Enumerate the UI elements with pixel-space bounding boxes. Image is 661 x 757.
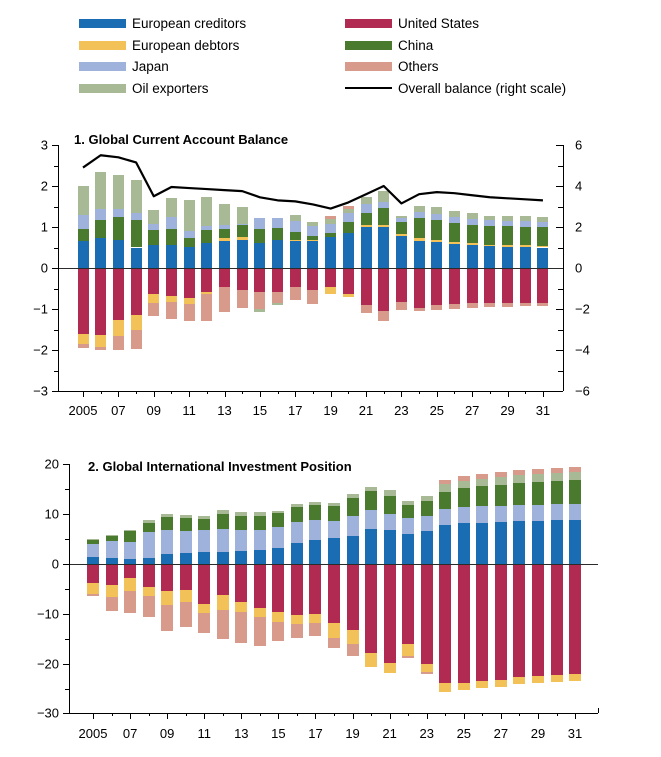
bar-segment-european-debtors — [384, 663, 396, 673]
bar-segment-united-states — [328, 565, 340, 623]
bar-segment-oil-exporters — [328, 503, 340, 506]
y-axis-label: −2 — [33, 342, 48, 358]
x-axis-label: 23 — [419, 726, 434, 741]
bar-segment-oil-exporters — [365, 487, 377, 491]
right-axis-label: 6 — [575, 137, 583, 153]
x-axis-label: 13 — [217, 403, 232, 418]
bar-segment-european-debtors — [532, 676, 544, 683]
bar-segment-others — [458, 476, 470, 481]
bar-segment-united-states — [87, 565, 99, 583]
x-axis-major-tick — [315, 713, 316, 719]
bar-segment-china — [87, 540, 99, 544]
bar-segment-european-creditors — [551, 520, 563, 564]
bar-segment-others — [161, 605, 173, 631]
bar-segment-united-states — [161, 565, 173, 591]
bar-segment-european-debtors — [365, 653, 377, 667]
x-axis-label: 19 — [323, 403, 338, 418]
x-axis-major-tick — [390, 713, 391, 719]
right-axis-label: −2 — [575, 301, 590, 317]
bar-segment-oil-exporters — [124, 530, 136, 531]
bar-segment-china — [124, 531, 136, 541]
x-axis-label: 09 — [146, 403, 161, 418]
bar-segment-china — [495, 485, 507, 506]
bar-segment-oil-exporters — [217, 510, 229, 513]
bar-segment-others — [180, 602, 192, 627]
x-axis-label: 15 — [271, 726, 286, 741]
bar-segment-others — [439, 480, 451, 484]
bar-segment-china — [513, 483, 525, 505]
bar-segment-european-debtors — [254, 608, 266, 616]
x-axis-minor-tick — [334, 713, 335, 716]
right-axis-label: 4 — [575, 178, 583, 194]
bar-segment-japan — [347, 516, 359, 536]
bar-segment-oil-exporters — [551, 473, 563, 481]
bar-segment-european-debtors — [347, 630, 359, 644]
x-axis-major-tick — [204, 713, 205, 719]
bar-segment-china — [217, 514, 229, 529]
bar-segment-united-states — [217, 565, 229, 595]
bar-segment-oil-exporters — [476, 479, 488, 486]
bar-segment-european-debtors — [180, 590, 192, 602]
bar-segment-european-creditors — [217, 552, 229, 564]
bar-segment-china — [384, 496, 396, 514]
bar-segment-european-creditors — [235, 551, 247, 564]
x-axis-major-tick — [501, 713, 502, 719]
x-axis-major-tick — [464, 713, 465, 719]
bar-segment-united-states — [124, 565, 136, 578]
bar-segment-others — [106, 597, 118, 611]
x-axis-minor-tick — [371, 713, 372, 716]
bar-segment-others — [421, 672, 433, 674]
bar-segment-japan — [106, 541, 118, 558]
bar-segment-european-creditors — [532, 521, 544, 564]
bar-segment-japan — [143, 532, 155, 557]
x-axis-major-tick — [241, 713, 242, 719]
x-axis-minor-tick — [297, 713, 298, 716]
legend-label: Overall balance (right scale) — [398, 80, 567, 96]
bar-segment-european-creditors — [458, 523, 470, 564]
bar-segment-united-states — [532, 565, 544, 676]
x-axis-label: 27 — [493, 726, 509, 741]
x-axis-minor-tick — [557, 713, 558, 716]
x-axis-label: 11 — [197, 726, 211, 741]
bar-segment-european-creditors — [180, 553, 192, 564]
bar-segment-united-states — [254, 565, 266, 608]
bar-segment-oil-exporters — [143, 520, 155, 522]
y-axis-minor-tick — [65, 689, 70, 690]
x-axis-minor-tick — [112, 713, 113, 716]
panel-title-current-account: 1. Global Current Account Balance — [74, 132, 289, 147]
bar-segment-united-states — [402, 565, 414, 644]
x-axis-minor-tick — [519, 713, 520, 716]
bar-segment-china — [198, 519, 210, 530]
bar-segment-european-debtors — [143, 587, 155, 596]
legend-label: Oil exporters — [132, 80, 209, 96]
bar-segment-european-debtors — [161, 591, 173, 604]
bar-segment-japan — [161, 530, 173, 554]
bar-segment-japan — [180, 531, 192, 553]
y-axis-label: 0 — [40, 260, 48, 276]
bar-segment-japan — [513, 505, 525, 521]
bar-segment-european-creditors — [513, 521, 525, 564]
right-axis-label: 0 — [575, 260, 583, 276]
bar-segment-united-states — [476, 565, 488, 681]
bar-segment-european-creditors — [309, 540, 321, 564]
y-axis-label: 3 — [40, 137, 48, 153]
bar-segment-united-states — [458, 565, 470, 683]
bar-segment-united-states — [421, 565, 433, 664]
bar-segment-european-debtors — [402, 644, 414, 655]
bar-segment-japan — [291, 522, 303, 543]
bar-segment-european-creditors — [439, 525, 451, 564]
bar-segment-japan — [532, 505, 544, 521]
bar-segment-china — [402, 505, 414, 518]
x-axis-label: 09 — [159, 726, 175, 741]
bar-segment-european-debtors — [124, 578, 136, 591]
bar-segment-european-creditors — [365, 529, 377, 564]
y-axis-major-tick — [63, 464, 70, 465]
x-axis-minor-tick — [408, 713, 409, 716]
x-axis-label: 29 — [530, 726, 546, 741]
bar-segment-european-creditors — [384, 530, 396, 564]
x-axis-label: 23 — [394, 403, 409, 418]
bar-segment-japan — [402, 518, 414, 533]
bar-segment-others — [347, 644, 359, 655]
bar-segment-japan — [198, 530, 210, 552]
y-axis-major-tick — [63, 564, 70, 565]
bar-segment-china — [106, 536, 118, 540]
bar-segment-oil-exporters — [532, 474, 544, 482]
x-axis-end-tick — [598, 708, 599, 713]
legend-label: United States — [398, 16, 480, 32]
bar-segment-united-states — [347, 565, 359, 630]
x-axis-label: 11 — [182, 403, 196, 418]
bar-segment-china — [347, 498, 359, 516]
bar-segment-oil-exporters — [569, 472, 581, 479]
bar-segment-european-creditors — [291, 543, 303, 564]
x-axis-label: 17 — [308, 726, 323, 741]
bar-segment-others — [328, 638, 340, 648]
bar-segment-japan — [217, 529, 229, 552]
bar-segment-european-creditors — [402, 534, 414, 564]
bar-segment-oil-exporters — [402, 501, 414, 505]
y-axis-minor-tick — [65, 589, 70, 590]
bar-segment-european-debtors — [198, 604, 210, 613]
bar-segment-others — [476, 474, 488, 479]
y-axis-major-tick — [63, 614, 70, 615]
y-axis-label: −30 — [36, 705, 59, 721]
bar-segment-united-states — [365, 565, 377, 653]
bar-segment-japan — [87, 544, 99, 557]
bar-segment-others — [513, 470, 525, 475]
bar-segment-china — [272, 513, 284, 527]
y-axis-label: −3 — [33, 383, 48, 399]
x-axis-minor-tick — [186, 713, 187, 716]
bar-segment-others — [291, 624, 303, 638]
x-axis-major-tick — [278, 713, 279, 719]
x-axis-label: 2005 — [78, 726, 108, 741]
bar-segment-european-debtors — [272, 612, 284, 622]
bar-segment-japan — [254, 530, 266, 549]
bar-segment-others — [495, 472, 507, 477]
bar-segment-oil-exporters — [458, 481, 470, 488]
x-axis-label: 31 — [535, 403, 551, 418]
bar-segment-european-debtors — [476, 681, 488, 687]
bar-segment-oil-exporters — [180, 515, 192, 518]
bar-segment-united-states — [198, 565, 210, 604]
bar-segment-japan — [328, 521, 340, 538]
bar-segment-japan — [551, 504, 563, 520]
legend-label: European creditors — [132, 16, 247, 32]
y-axis-minor-tick — [65, 639, 70, 640]
bar-segment-united-states — [439, 565, 451, 683]
legend-label: Others — [398, 59, 439, 75]
right-axis-label: 2 — [575, 219, 583, 235]
legend-label: China — [398, 37, 434, 53]
bar-segment-others — [532, 469, 544, 474]
bar-segment-european-debtors — [87, 583, 99, 594]
bar-segment-european-creditors — [272, 548, 284, 564]
bar-segment-japan — [495, 506, 507, 522]
bar-segment-european-creditors — [328, 538, 340, 564]
bar-segment-european-debtors — [569, 674, 581, 681]
bar-segment-oil-exporters — [291, 504, 303, 506]
y-axis-minor-tick — [65, 539, 70, 540]
bar-segment-european-creditors — [569, 520, 581, 564]
bar-segment-european-debtors — [495, 680, 507, 687]
bar-segment-european-creditors — [198, 552, 210, 564]
bar-segment-european-creditors — [421, 531, 433, 564]
bar-segment-japan — [235, 530, 247, 551]
y-axis-major-tick — [63, 713, 70, 714]
bar-segment-others — [217, 610, 229, 639]
bar-segment-others — [569, 467, 581, 472]
x-axis-label: 07 — [111, 403, 126, 418]
bar-segment-oil-exporters — [309, 502, 321, 505]
x-axis-minor-tick — [223, 713, 224, 716]
bar-segment-china — [254, 516, 266, 530]
x-axis-major-tick — [427, 713, 428, 719]
right-axis-label: −4 — [575, 342, 590, 358]
bar-segment-china — [235, 516, 247, 530]
x-axis-label: 31 — [567, 726, 583, 741]
bar-segment-china — [532, 482, 544, 505]
x-axis-major-tick — [575, 713, 576, 719]
y-axis-label: −10 — [36, 606, 59, 622]
bar-segment-oil-exporters — [439, 484, 451, 491]
x-axis-minor-tick — [482, 713, 483, 716]
bar-segment-european-debtors — [106, 585, 118, 596]
bar-segment-european-creditors — [495, 522, 507, 564]
right-axis-label: −6 — [575, 383, 590, 399]
x-axis-minor-tick — [260, 713, 261, 716]
bar-segment-oil-exporters — [272, 511, 284, 513]
bar-segment-china — [476, 486, 488, 506]
bar-segment-china — [328, 506, 340, 520]
bar-segment-china — [421, 501, 433, 515]
bar-segment-european-debtors — [235, 602, 247, 612]
bar-segment-japan — [272, 527, 284, 547]
bar-segment-european-creditors — [476, 523, 488, 564]
bar-segment-united-states — [495, 565, 507, 680]
bar-segment-oil-exporters — [421, 496, 433, 501]
x-axis-label: 29 — [500, 403, 515, 418]
x-axis-label: 27 — [464, 403, 480, 418]
bar-segment-oil-exporters — [198, 516, 210, 519]
bar-segment-european-debtors — [309, 614, 321, 623]
legend-label: European debtors — [132, 37, 240, 53]
bar-segment-others — [309, 623, 321, 636]
bar-segment-others — [124, 591, 136, 612]
bar-segment-china — [551, 481, 563, 504]
bar-segment-european-creditors — [254, 550, 266, 564]
bar-segment-european-debtors — [421, 664, 433, 671]
x-axis-minor-tick — [445, 713, 446, 716]
bar-segment-others — [551, 468, 563, 473]
zero-baseline — [70, 564, 598, 565]
bar-segment-others — [272, 622, 284, 640]
bar-segment-oil-exporters — [347, 494, 359, 497]
y-axis-label: 1 — [40, 219, 48, 235]
bar-segment-japan — [124, 542, 136, 559]
x-axis-major-tick — [538, 713, 539, 719]
x-axis-label: 25 — [429, 403, 445, 418]
bar-segment-oil-exporters — [87, 539, 99, 540]
bar-segment-oil-exporters — [106, 535, 118, 536]
y-axis-label: −1 — [33, 301, 48, 317]
bar-segment-european-creditors — [161, 554, 173, 564]
bar-segment-european-debtors — [513, 677, 525, 684]
bar-segment-oil-exporters — [254, 512, 266, 515]
bar-segment-china — [569, 480, 581, 504]
legend-label: Japan — [132, 59, 169, 75]
x-axis-minor-tick — [149, 713, 150, 716]
bar-segment-japan — [365, 510, 377, 529]
x-axis-label: 21 — [382, 726, 397, 741]
bar-segment-others — [143, 596, 155, 617]
y-axis-major-tick — [63, 664, 70, 665]
bar-segment-united-states — [143, 565, 155, 587]
bar-segment-oil-exporters — [495, 477, 507, 485]
x-axis-major-tick — [93, 713, 94, 719]
bar-segment-japan — [439, 509, 451, 525]
bar-segment-oil-exporters — [384, 490, 396, 495]
bar-segment-others — [235, 612, 247, 643]
y-axis-label: 20 — [44, 456, 59, 472]
bar-segment-china — [458, 488, 470, 507]
x-axis-label: 07 — [122, 726, 138, 741]
bar-segment-china — [309, 505, 321, 520]
bar-segment-japan — [458, 507, 470, 523]
bar-segment-china — [365, 491, 377, 509]
bar-segment-oil-exporters — [161, 514, 173, 517]
y-axis-minor-tick — [65, 489, 70, 490]
x-axis-major-tick — [130, 713, 131, 719]
bar-segment-japan — [384, 514, 396, 530]
bar-segment-china — [291, 507, 303, 522]
bar-segment-united-states — [569, 565, 581, 674]
y-axis-label: 2 — [40, 178, 48, 194]
y-axis-label: −20 — [36, 656, 59, 672]
x-axis-major-tick — [353, 713, 354, 719]
bar-segment-others — [254, 617, 266, 646]
bar-segment-european-debtors — [458, 683, 470, 691]
x-axis-label: 21 — [358, 403, 374, 418]
bar-segment-oil-exporters — [513, 475, 525, 483]
bar-segment-european-debtors — [217, 595, 229, 610]
bar-segment-united-states — [106, 565, 118, 585]
x-axis-label: 13 — [234, 726, 249, 741]
bar-segment-china — [180, 518, 192, 530]
bar-segment-china — [161, 517, 173, 529]
bar-segment-united-states — [272, 565, 284, 612]
y-axis-label: 0 — [51, 556, 59, 572]
bar-segment-others — [402, 656, 414, 658]
bar-segment-european-debtors — [291, 615, 303, 624]
bar-segment-european-creditors — [347, 536, 359, 564]
bar-segment-european-creditors — [87, 557, 99, 564]
bar-segment-japan — [309, 520, 321, 539]
bar-segment-others — [87, 594, 99, 595]
bar-segment-china — [439, 492, 451, 509]
y-axis-major-tick — [63, 514, 70, 515]
bar-segment-united-states — [309, 565, 321, 614]
panel-title-investment-position: 2. Global International Investment Position — [88, 459, 352, 474]
bar-segment-european-debtors — [328, 623, 340, 638]
bar-segment-japan — [569, 504, 581, 520]
x-axis-label: 15 — [252, 403, 268, 418]
bar-segment-united-states — [235, 565, 247, 602]
bar-segment-united-states — [291, 565, 303, 615]
x-axis-major-tick — [167, 713, 168, 719]
bar-segment-others — [198, 613, 210, 633]
bar-segment-oil-exporters — [235, 512, 247, 515]
bar-segment-japan — [421, 516, 433, 531]
x-axis-label: 17 — [288, 403, 303, 418]
bar-segment-united-states — [180, 565, 192, 590]
x-axis-label: 19 — [345, 726, 360, 741]
bar-segment-united-states — [384, 565, 396, 663]
bar-segment-united-states — [513, 565, 525, 677]
y-axis-label: 10 — [44, 506, 59, 522]
bar-segment-united-states — [551, 565, 563, 675]
bar-segment-european-creditors — [143, 558, 155, 564]
bar-segment-european-debtors — [551, 675, 563, 682]
bar-segment-european-debtors — [439, 683, 451, 693]
x-axis-label: 25 — [456, 726, 472, 741]
x-axis-label: 2005 — [68, 403, 98, 418]
bar-segment-china — [143, 523, 155, 532]
bar-segment-japan — [476, 506, 488, 522]
